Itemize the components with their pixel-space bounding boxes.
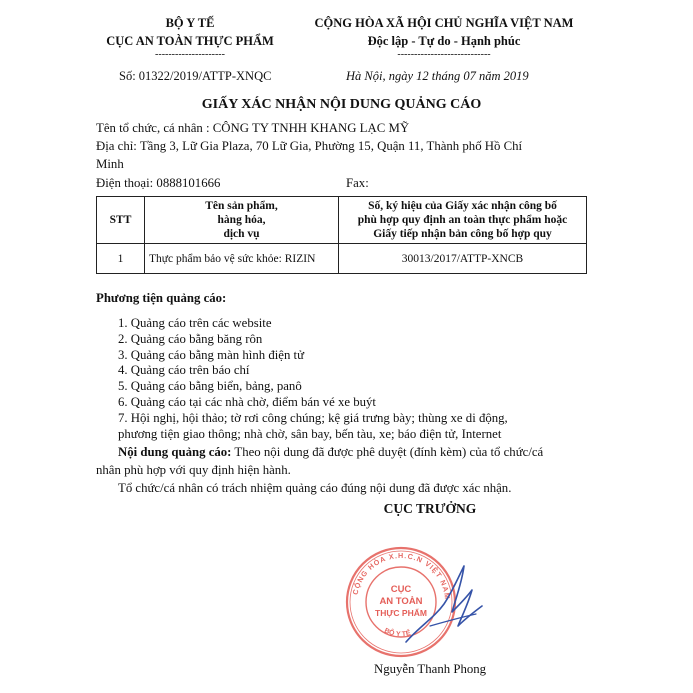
cell-stt: 1: [97, 244, 145, 274]
org-name-line: Tên tổ chức, cá nhân : CÔNG TY TNHH KHANG LẠC MỸ: [96, 121, 410, 135]
media-list: [118, 316, 588, 442]
country-name: CỘNG HÒA XÃ HỘI CHỦ NGHĨA VIỆT NAM: [314, 16, 574, 30]
list-item: 2. Quảng cáo bằng băng rôn: [118, 331, 263, 346]
col-header-cert-l1: Số, ký hiệu của Giấy xác nhận công bố: [368, 200, 557, 212]
list-item: 4. Quảng cáo trên báo chí: [118, 363, 250, 378]
list-item: phương tiện giao thông; nhà chờ, sân bay, bến tàu, xe; báo điện tử, Internet: [118, 426, 502, 441]
content-line1: [118, 444, 598, 462]
registration-table: [96, 196, 587, 274]
col-header-cert-l3: Giấy tiếp nhận bản công bố hợp quy: [373, 228, 552, 240]
col-header-product-l1: Tên sản phẩm,: [205, 200, 278, 212]
seal-bottom-text: BỘ Y TẾ: [383, 627, 412, 639]
seal-center-l1: CỤC: [390, 584, 412, 595]
seal-center-l3: THỰC PHẨM: [375, 608, 427, 618]
col-header-cert: [339, 197, 587, 244]
ministry-name: BỘ Y TẾ: [165, 16, 215, 30]
org-phone: Điện thoại: 0888101666: [96, 176, 221, 190]
place-date: Hà Nội, ngày 12 tháng 07 năm 2019: [346, 69, 529, 83]
header-left-separator: ---------------------: [155, 49, 225, 60]
signer-title: CỤC TRƯỞNG: [383, 501, 477, 516]
list-item: 6. Quảng cáo tại các nhà chờ, điểm bán vé xe buýt: [118, 394, 376, 409]
cell-product: Thực phẩm bảo vệ sức khỏe: RIZIN: [145, 244, 339, 274]
list-item: 3. Quảng cáo bằng màn hình điện tử: [118, 347, 305, 362]
col-header-product: [145, 197, 339, 244]
media-heading: Phương tiện quảng cáo:: [96, 291, 227, 305]
content-line2: nhân phù hợp với quy định hiện hành.: [96, 463, 291, 477]
org-address-line1: Địa chỉ: Tầng 3, Lữ Gia Plaza, 70 Lữ Gia, Phường 15, Quận 11, Thành phố Hồ Chí: [96, 139, 523, 153]
table-header-row: [97, 197, 587, 244]
national-motto: Độc lập - Tự do - Hạnh phúc: [367, 34, 521, 48]
seal-center-l2: AN TOÀN: [379, 596, 423, 607]
list-item: 7. Hội nghị, hội thảo; tờ rơi công chúng; kệ giá trưng bày; thùng xe di động,: [118, 410, 508, 425]
content-text-l1: Theo nội dung đã được phê duyệt (đính kèm) của tổ chức/cá: [231, 445, 544, 459]
col-header-product-l2: hàng hóa,: [217, 214, 266, 226]
col-header-product-l3: dịch vụ: [223, 228, 260, 240]
seal-ring-text: CỘNG HÒA X.H.C.N VIỆT NAM: [350, 550, 453, 601]
handwritten-signature: [400, 556, 500, 656]
cell-cert: 30013/2017/ATTP-XNCB: [339, 244, 587, 274]
header-right-separator: ----------------------------: [397, 49, 491, 60]
col-header-cert-l2: phù hợp quy định an toàn thực phẩm hoặc: [357, 214, 568, 226]
document-title: GIẤY XÁC NHẬN NỘI DUNG QUẢNG CÁO: [201, 97, 482, 112]
signer-name: Nguyễn Thanh Phong: [373, 662, 487, 676]
org-address-line2: Minh: [96, 157, 124, 171]
content-label: Nội dung quảng cáo:: [118, 445, 232, 459]
list-item: 1. Quảng cáo trên các website: [118, 316, 272, 330]
col-header-stt: STT: [97, 197, 145, 244]
org-fax: Fax:: [346, 176, 369, 190]
list-item: 5. Quảng cáo bằng biển, bảng, panô: [118, 379, 302, 394]
responsibility-text: Tổ chức/cá nhân có trách nhiệm quảng cáo đúng nội dung đã được xác nhận.: [118, 481, 512, 495]
table-row: [97, 244, 587, 274]
department-name: CỤC AN TOÀN THỰC PHẨM: [106, 34, 274, 48]
document-number: Số: 01322/2019/ATTP-XNQC: [119, 69, 272, 83]
